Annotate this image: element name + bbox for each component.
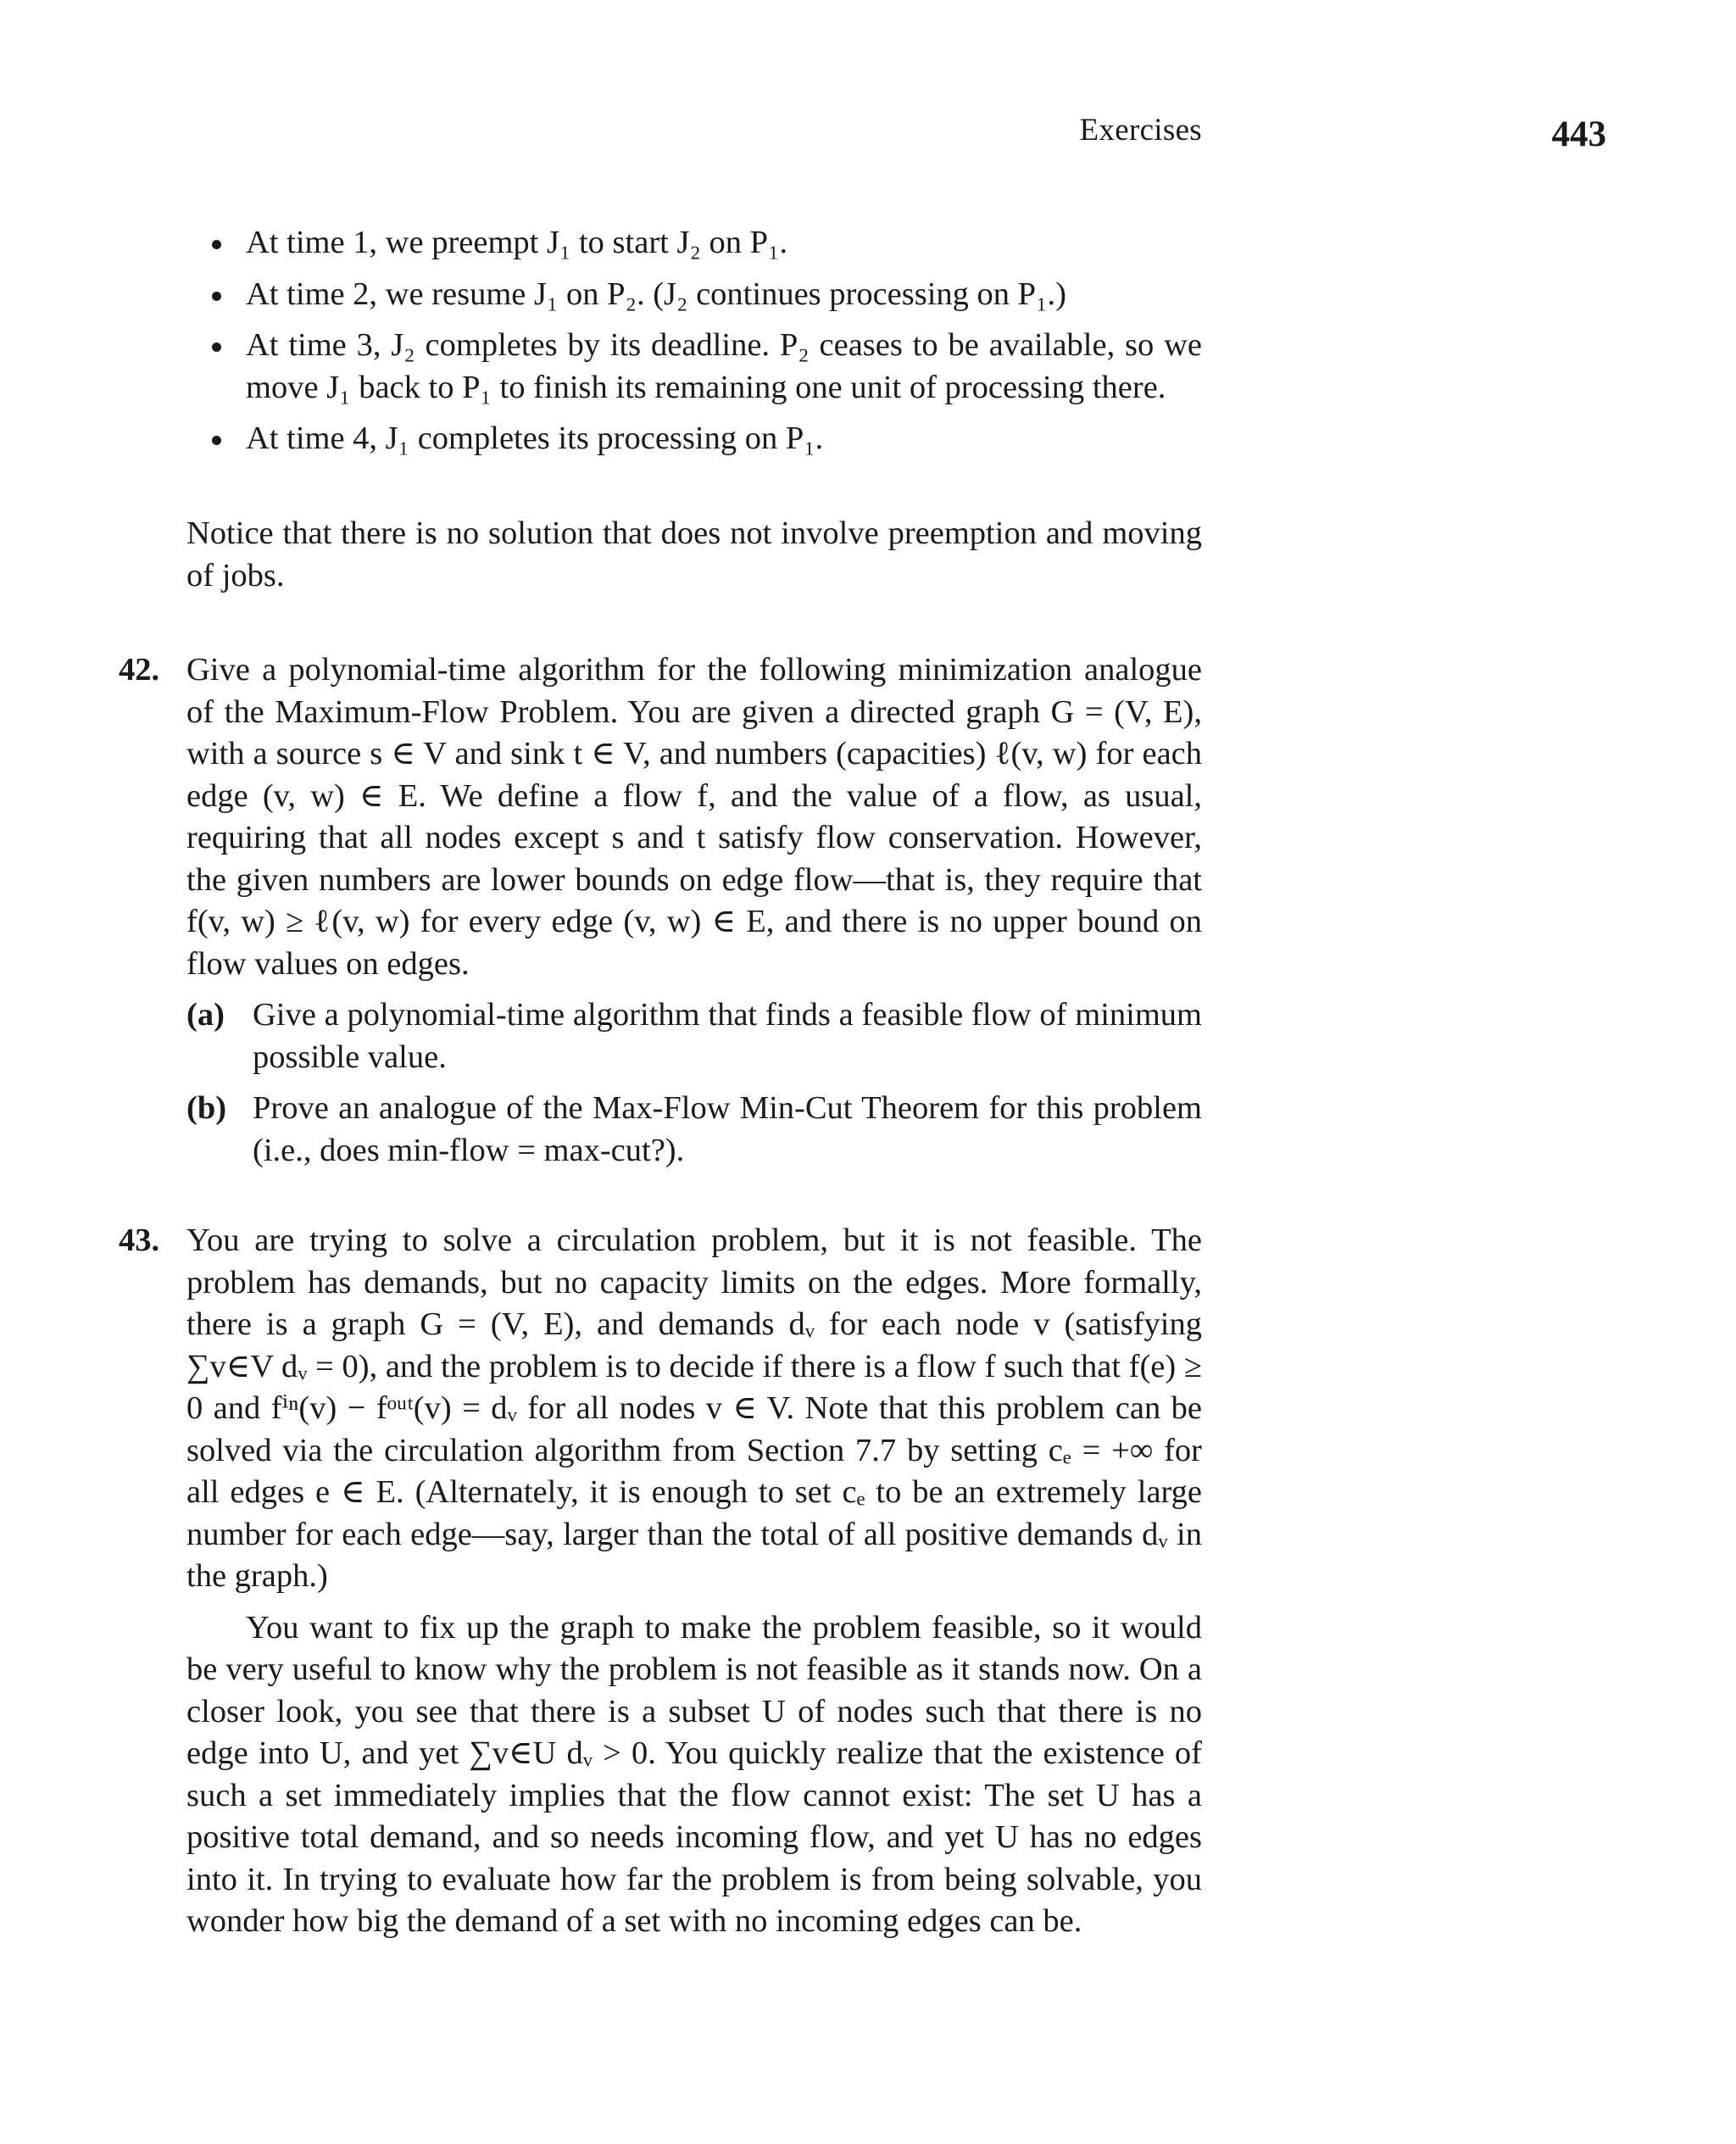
exercise-43 <box>119 1220 1202 1943</box>
part-text: Give a polynomial-time algorithm that finds a feasible flow of minimum possible value. <box>253 997 1202 1075</box>
bullet-item <box>212 325 1202 409</box>
bullet-text: At time 1, we preempt J₁ to start J₂ on P₁. <box>246 225 788 260</box>
bullet-icon <box>212 292 221 301</box>
page-number: 443 <box>1551 114 1606 154</box>
bullet-text: At time 4, J₁ completes its processing on P₁. <box>246 420 824 456</box>
bullet-list <box>212 222 1202 470</box>
exercise-body <box>186 649 1202 1172</box>
bullet-item <box>212 418 1202 460</box>
exercise-42 <box>119 649 1202 1172</box>
exercise-number: 43. <box>119 1222 160 1258</box>
exercise-text: Give a polynomial-time algorithm for the following minimization analogue of the Maximum-Flow Problem. You are given a directed graph G = (V, E), with a source s ∈ V and sink t ∈ V, and numbers (capacities) ℓ(v, w) for each edge (v, w) ∈ E. We define a flow f, and the value of a flow, as usual, requiring that all nodes except s and t satisfy flow conservation. However, the given numbers are lower bounds on edge flow—that is, they require that f(v, w) ≥ ℓ(v, w) for every edge (v, w) ∈ E, and there is no upper bound on flow values on edges. <box>186 652 1202 982</box>
exercise-number: 42. <box>119 652 160 688</box>
bullet-text: At time 3, J₂ completes by its deadline. P₂ ceases to be available, so we move J₁ back to P₁ to finish its remaining one unit of processing there. <box>246 327 1202 405</box>
exercise-part-a <box>186 994 1202 1078</box>
part-label: (a) <box>186 997 225 1033</box>
running-head: Exercises <box>1079 113 1202 148</box>
bullet-icon <box>212 240 221 249</box>
bullet-item <box>212 274 1202 316</box>
bullet-item <box>212 222 1202 265</box>
exercise-part-b <box>186 1088 1202 1172</box>
bullet-icon <box>212 342 221 352</box>
exercise-body <box>186 1220 1202 1943</box>
exercise-text-continued: You want to fix up the graph to make the problem feasible, so it would be very useful to know why the problem is not feasible as it stands now. On a closer look, you see that there is a subset U of nodes such that there is no edge into U, and yet ∑v∈U dᵥ > 0. You quickly realize that the existence of such a set immediately implies that the flow cannot exist: The set U has a positive total demand, and so needs incoming flow, and yet U has no edges into it. In trying to evaluate how far the problem is from being solvable, you wonder how big the demand of a set with no incoming edges can be. <box>186 1609 1202 1939</box>
bullet-text: At time 2, we resume J₁ on P₂. (J₂ continues processing on P₁.) <box>246 276 1066 312</box>
part-label: (b) <box>186 1090 227 1126</box>
exercise-text: You are trying to solve a circulation problem, but it is not feasible. The problem has demands, but no capacity limits on the edges. More formally, there is a graph G = (V, E), and demands dᵥ for each node v (satisfying ∑v∈V dᵥ = 0), and the problem is to decide if there is a flow f such that f(e) ≥ 0 and fⁱⁿ(v) − fᵒᵘᵗ(v) = dᵥ for all nodes v ∈ V. Note that this problem can be solved via the circulation algorithm from Section 7.7 by setting cₑ = +∞ for all edges e ∈ E. (Alternately, it is enough to set cₑ to be an extremely large number for each edge—say, larger than the total of all positive demands dᵥ in the graph.) <box>186 1222 1202 1594</box>
notice-paragraph: Notice that there is no solution that does not involve preemption and moving of jobs. <box>186 515 1202 593</box>
bullet-icon <box>212 436 221 445</box>
part-text: Prove an analogue of the Max-Flow Min-Cut Theorem for this problem (i.e., does min-flow = max-cut?). <box>253 1090 1202 1168</box>
